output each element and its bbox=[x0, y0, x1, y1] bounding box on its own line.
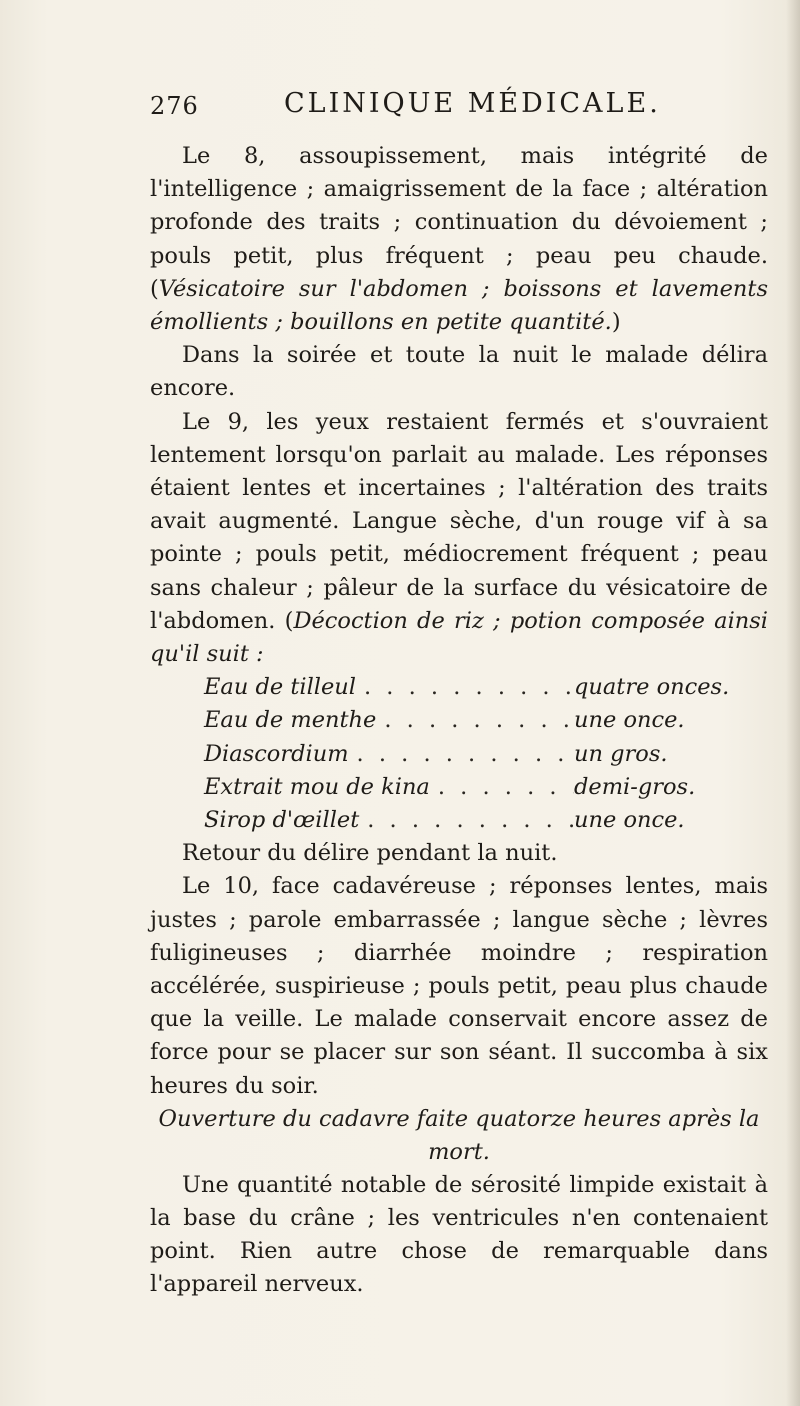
treatment-note: Vésicatoire sur l'abdomen ; boissons et lavements émollients ; bouillons en petite quantité. bbox=[150, 275, 768, 336]
recipe-ingredient: Extrait mou de kina bbox=[204, 773, 430, 800]
potion-recipe bbox=[204, 671, 730, 837]
page-header bbox=[150, 86, 770, 126]
recipe-quantity: une once. bbox=[574, 707, 685, 734]
paragraph-text: Le 9, les yeux restaient fermés et s'ouvraient lentement lorsqu'on parlait au malade. Les réponses étaient lentes et incertaines ; l'altération des traits avait augmenté. Langue sèche, d'un rouge vif à sa pointe ; pouls petit, médiocrement fréquent ; peau sans chaleur ; pâleur de la surface du vésicatoire de l'abdomen. ( bbox=[150, 408, 768, 634]
leader-dots bbox=[356, 671, 574, 704]
page-edge-shadow bbox=[786, 0, 800, 1406]
recipe-ingredient: Eau de tilleul bbox=[204, 674, 356, 701]
paragraph-night: Retour du délire pendant la nuit. bbox=[182, 840, 558, 867]
paragraph-evening: Dans la soirée et toute la nuit le malade délira encore. bbox=[150, 342, 768, 402]
recipe-line bbox=[204, 771, 720, 804]
recipe-ingredient: Diascordium bbox=[204, 740, 349, 767]
recipe-quantity: demi-gros. bbox=[574, 773, 696, 800]
leader-dots bbox=[376, 704, 574, 737]
recipe-line bbox=[204, 671, 730, 704]
paragraph-autopsy: Une quantité notable de sérosité limpide existait à la base du crâne ; les ventricules n'en contenaient point. Rien autre chose de remarquable dans l'appareil nerveux. bbox=[150, 1171, 768, 1298]
paragraph-day-10: Le 10, face cadavéreuse ; réponses lentes, mais justes ; parole embarrassée ; langue sèche ; lèvres fuligineuses ; diarrhée moindre ; respiration accélérée, suspirieuse ; pouls petit, peau plus chaude que la veille. Le malade conservait encore assez de force pour se placer sur son séant. Il succomba à six heures du soir. bbox=[150, 873, 768, 1099]
body-text bbox=[150, 140, 768, 1302]
paragraph-text: Le 8, assoupissement, mais intégrité de l'intelligence ; amaigrissement de la face ; altération profonde des traits ; continuation du dévoiement ; pouls petit, plus fréquent ; peau peu chaude. ( bbox=[150, 143, 768, 302]
recipe-ingredient: Eau de menthe bbox=[204, 707, 377, 734]
recipe-quantity: une once. bbox=[574, 807, 685, 833]
section-title: Ouverture du cadavre faite quatorze heures après la mort. bbox=[158, 1105, 760, 1165]
leader-dots bbox=[349, 738, 574, 771]
leader-dots bbox=[359, 804, 574, 837]
recipe-ingredient: Sirop d'œillet bbox=[204, 807, 360, 833]
recipe-quantity: un gros. bbox=[574, 740, 668, 767]
recipe-quantity: quatre onces. bbox=[574, 674, 730, 701]
paragraph-day-9 bbox=[150, 406, 768, 672]
recipe-line bbox=[204, 804, 720, 837]
running-head: CLINIQUE MÉDICALE. bbox=[284, 88, 661, 119]
paragraph-day-8 bbox=[150, 140, 768, 339]
potion-intro: Décoction de riz ; potion composée ainsi qu'il suit : bbox=[150, 607, 768, 668]
recipe-line bbox=[204, 704, 720, 737]
recipe-line bbox=[204, 738, 720, 771]
leader-dots bbox=[430, 771, 574, 804]
closing-paren: ) bbox=[611, 309, 621, 336]
page-number: 276 bbox=[150, 92, 199, 120]
